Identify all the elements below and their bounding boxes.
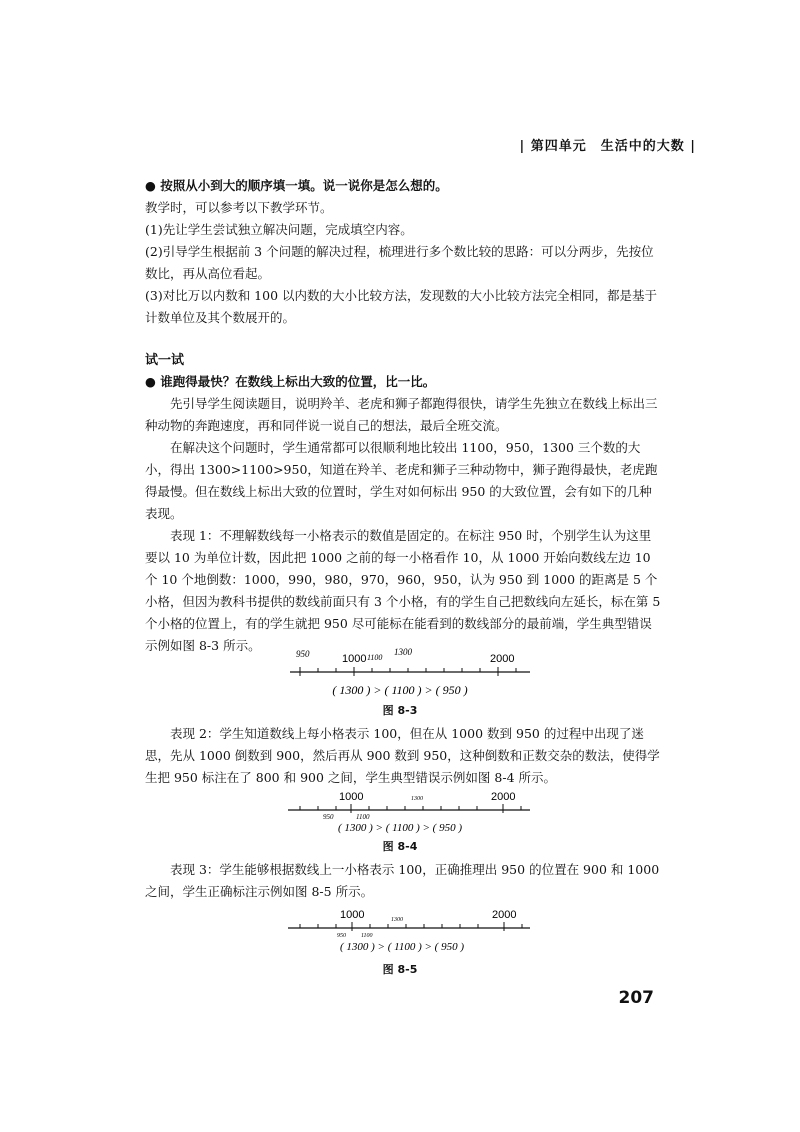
teaching-step-1: (1)先让学生尝试独立解决问题，完成填空内容。 bbox=[145, 222, 413, 237]
exercise-prompt-fastest: ● 谁跑得最快？在数线上标出大致的位置，比一比。 bbox=[145, 374, 436, 389]
handwritten-1300: 1300 bbox=[411, 796, 423, 802]
answer-order: ( 1300 ) > ( 1100 ) > ( 950 ) bbox=[337, 822, 463, 834]
tick-label-1000: 1000 bbox=[340, 909, 365, 921]
tick-label-2000: 2000 bbox=[490, 653, 515, 665]
handwritten-1300: 1300 bbox=[391, 917, 403, 923]
paragraph-case-2: 表现 2：学生知道数线上每小格表示 100，但在从 1000 数到 950 的过程中出现了迷思，先从 1000 倒数到 900，然后再从 900 数到 950，这种倒数和正数交杂的数法，使得学生把 950 标注在了 800 和 900 之间，学生典型错误示例如图 8-4 所示。 bbox=[145, 726, 660, 785]
running-header: | 第四单元 生活中的大数 | bbox=[519, 139, 696, 154]
tick-label-2000: 2000 bbox=[492, 909, 517, 921]
figure-caption-8-5: 图 8-5 bbox=[382, 963, 418, 976]
handwritten-950: 950 bbox=[296, 649, 310, 659]
paragraph-case-3: 表现 3：学生能够根据数线上一小格表示 100，正确推理出 950 的位置在 900 和 1000 之间，学生正确标注示例如图 8-5 所示。 bbox=[145, 862, 660, 899]
figure-8-5 bbox=[0, 908, 800, 958]
tick-label-1000: 1000 bbox=[342, 653, 367, 665]
number-line-8-4 bbox=[0, 790, 800, 840]
number-line-8-3 bbox=[0, 645, 800, 705]
handwritten-1300: 1300 bbox=[394, 647, 412, 657]
paragraph-case-1: 表现 1：不理解数线每一小格表示的数值是固定的。在标注 950 时，个别学生认为这里要以 10 为单位计数，因此把 1000 之前的每一小格看作 10，从 1000 开始向数线左边 10 个 10 个地倒数：1000，990，980，970，960，950，认为 950 到 1000 的距离是 5 个小格，但因为教科书提供的数线前面只有 3 个小格，有的学生自己把数线向左延长，标在第 5 个小格的位置上，有的学生就把 950 尽可能标在能看到的数线部分的最前端，学生典型错误示例如图 8-3 所示。 bbox=[145, 528, 661, 653]
teaching-intro: 教学时，可以参考以下教学环节。 bbox=[145, 200, 333, 215]
handwritten-1100: 1100 bbox=[356, 813, 370, 821]
paragraph-guide: 先引导学生阅读题目，说明羚羊、老虎和狮子都跑得很快，请学生先独立在数线上标出三种动物的奔跑速度，再和同伴说一说自己的想法，最后全班交流。 bbox=[145, 396, 658, 433]
paragraph-solution: 在解决这个问题时，学生通常都可以很顺利地比较出 1100，950，1300 三个数的大小，得出 1300>1100>950，知道在羚羊、老虎和狮子三种动物中，狮子跑得最快，老虎跑得最慢。但在数线上标出大致的位置时，学生对如何标出 950 的大致位置，会有如下的几种表现。 bbox=[145, 440, 658, 521]
teaching-step-3: (3)对比万以内数和 100 以内数的大小比较方法，发现数的大小比较方法完全相同，都是基于计数单位及其个数展开的。 bbox=[145, 288, 658, 325]
exercise-prompt-order: ● 按照从小到大的顺序填一填。说一说你是怎么想的。 bbox=[145, 178, 448, 193]
figure-caption-8-3: 图 8-3 bbox=[382, 704, 418, 717]
handwritten-1100: 1100 bbox=[361, 933, 373, 939]
tick-label-1000: 1000 bbox=[339, 791, 364, 803]
answer-order: ( 1300 ) > ( 1100 ) > ( 950 ) bbox=[332, 683, 468, 697]
answer-order: ( 1300 ) > ( 1100 ) > ( 950 ) bbox=[339, 941, 465, 953]
handwritten-1100: 1100 bbox=[367, 653, 383, 662]
page-number: 207 bbox=[618, 988, 654, 1008]
figure-caption-8-4: 图 8-4 bbox=[382, 840, 418, 853]
number-line-8-5 bbox=[0, 908, 800, 958]
figure-8-3 bbox=[0, 645, 800, 705]
tick-label-2000: 2000 bbox=[491, 791, 516, 803]
figure-8-4 bbox=[0, 790, 800, 840]
section-title-try: 试一试 bbox=[145, 353, 185, 368]
handwritten-950: 950 bbox=[323, 813, 334, 821]
handwritten-950: 950 bbox=[337, 933, 346, 939]
teaching-step-2: (2)引导学生根据前 3 个问题的解决过程，梳理进行多个数比较的思路：可以分两步，先按位数比，再从高位看起。 bbox=[145, 244, 654, 281]
